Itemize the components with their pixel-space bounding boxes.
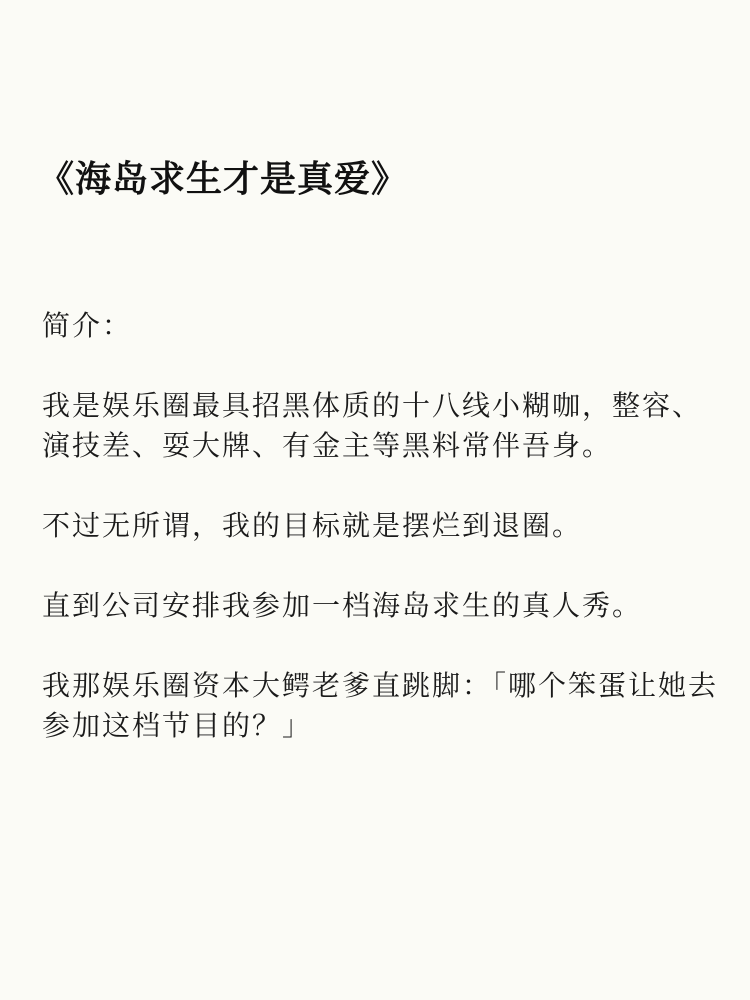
paragraph: 我那娱乐圈资本大鳄老爹直跳脚：「哪个笨蛋让她去参加这档节目的？」 xyxy=(42,669,719,742)
paragraph: 我是娱乐圈最具招黑体质的十八线小糊咖，整容、演技差、耍大牌、有金主等黑料常伴吾身。 xyxy=(42,389,703,462)
book-title: 《海岛求生才是真爱》 xyxy=(38,159,409,200)
paragraph: 直到公司安排我参加一档海岛求生的真人秀。 xyxy=(42,589,643,622)
paragraph: 不过无所谓，我的目标就是摆烂到退圈。 xyxy=(42,509,583,542)
intro-label: 简介： xyxy=(42,309,133,342)
synopsis-body xyxy=(42,306,722,746)
